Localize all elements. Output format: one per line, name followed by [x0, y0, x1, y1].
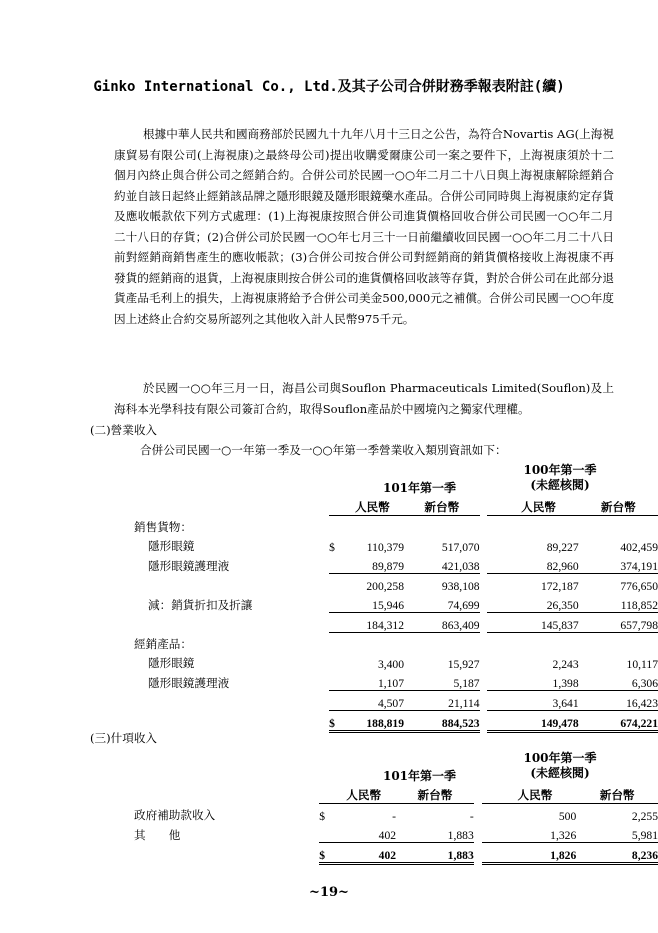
amount-cell: 402: [331, 823, 396, 843]
column-header: 新台幣: [396, 784, 474, 804]
table-row: [134, 804, 658, 824]
amount-cell: 188,819: [341, 711, 404, 732]
currency-symbol: [487, 633, 498, 653]
column-gap: [480, 516, 488, 536]
column-header: 人民幣: [498, 496, 578, 516]
amount-cell: [341, 633, 404, 653]
currency-symbol: [329, 574, 341, 594]
column-gap: [474, 843, 482, 864]
table-row: [134, 574, 658, 594]
currency-symbol: [487, 652, 498, 671]
currency-symbol: [329, 613, 341, 633]
table-row: [134, 671, 658, 691]
other-income-table: [134, 784, 658, 865]
amount-cell: 938,108: [441, 580, 480, 593]
paragraph-2-text: 於民國一○○年三月一日，海昌公司與Souflon Pharmaceuticals Limited(Souflon)及上海科本光學科技有限公司簽訂合約，取得Souflon產品於中國境內之獨家代理權。: [114, 381, 614, 416]
column-header: 人民幣: [331, 784, 396, 804]
amount-cell: 2,255: [631, 810, 658, 823]
table-row: [134, 535, 658, 554]
table-row: [134, 691, 658, 711]
currency-symbol: [329, 691, 341, 711]
amount-cell: 674,221: [579, 711, 658, 732]
other-income-period-101: [344, 769, 495, 784]
currency-symbol: [487, 535, 498, 554]
amount-cell: 16,423: [579, 691, 658, 711]
table-row: [134, 613, 658, 633]
row-label: 隱形眼鏡: [148, 539, 195, 553]
amount-cell: 200,258: [366, 580, 405, 593]
currency-symbol: [487, 671, 498, 691]
header-currency-spacer: [482, 784, 494, 804]
amount-cell: [579, 516, 658, 536]
amount-cell: 149,478: [498, 711, 578, 732]
amount-cell: 776,650: [620, 580, 658, 593]
amount-cell: 1,883: [396, 823, 474, 843]
column-header: 新台幣: [404, 496, 480, 516]
column-gap: [480, 554, 488, 574]
amount-cell: 15,946: [341, 593, 404, 613]
column-gap: [480, 652, 488, 671]
row-label: 其 他: [134, 827, 181, 842]
amount-cell: 884,523: [404, 711, 480, 732]
currency-symbol: $: [329, 711, 341, 732]
amount-cell: 421,038: [404, 554, 480, 574]
amount-cell: 500: [558, 810, 577, 823]
amount-cell: 4,507: [341, 691, 404, 711]
row-label: 經銷產品：: [134, 637, 192, 651]
amount-cell: 118,852: [579, 593, 658, 613]
amount-cell: 1,326: [494, 823, 577, 843]
currency-symbol: $: [329, 541, 335, 554]
other-income-period-100-label: 100年第一季: [523, 751, 597, 765]
amount-cell: 172,187: [540, 580, 579, 593]
currency-symbol: [319, 823, 331, 843]
currency-symbol: [329, 554, 341, 574]
page-number: ~19~: [309, 885, 349, 900]
section-heading-other-income: (三)什項收入: [90, 731, 158, 745]
currency-symbol: [487, 691, 498, 711]
other-income-period-101-label: 101年第一季: [382, 769, 457, 783]
amount-cell: 110,379: [366, 541, 405, 554]
column-gap: [474, 823, 482, 843]
currency-symbol: [329, 652, 341, 671]
column-gap: [480, 691, 488, 711]
amount-cell: 145,837: [498, 613, 578, 633]
currency-symbol: [487, 711, 498, 732]
amount-cell: 74,699: [404, 593, 480, 613]
currency-symbol: [487, 613, 498, 633]
paragraph-1-text: 根據中華人民共和國商務部於民國九十九年八月十三日之公告，為符合Novartis AG(上海視康貿易有限公司(上海視康)之最終母公司)提出收購愛爾康公司一案之要件下，上海視康須於十二個月內終止與合併公司之經銷合約。合併公司於民國一○○年二月二十八日與上海視康解除經銷合約並自該日起終止經銷該品牌之隱形眼鏡及隱形眼鏡藥水產品。合併公司同時與上海視康約定存貨及應收帳款依下列方式處理：(1)上海視康按照合併公司進貨價格回收合併公司民國一○○年二月二十八日的存貨；(2)合併公司於民國一○○年七月三十一日前繼續收回民國一○○年二月二十八日前對經銷商銷售產生的應收帳款；(3)合併公司按合併公司對經銷商的銷貨價格接收上海視康不再發貨的經銷商的退貨，上海視康則按合併公司的進貨價格回收該等存貨，對於合併公司在此部分退貨產品毛利上的損失，上海視康將給予合併公司美金500,000元之補償。合併公司民國一○○年度因上述終止合約交易所認列之其他收入計人民幣975千元。: [114, 127, 614, 326]
column-header: 人民幣: [494, 784, 577, 804]
column-gap: [480, 535, 488, 554]
revenue-period-100: [499, 463, 621, 493]
currency-symbol: [482, 843, 494, 864]
row-label: [134, 843, 319, 864]
currency-symbol: $: [319, 810, 326, 823]
amount-cell: 3,400: [377, 658, 405, 671]
amount-cell: 1,826: [494, 843, 577, 864]
amount-cell: 89,879: [341, 554, 404, 574]
amount-cell: 82,960: [498, 554, 578, 574]
row-label: [134, 691, 329, 711]
table-row: [134, 843, 658, 864]
column-gap: [480, 574, 488, 594]
table-row: [134, 711, 658, 732]
amount-cell: -: [469, 810, 474, 823]
amount-cell: 374,191: [579, 554, 658, 574]
header-currency-spacer: [329, 496, 341, 516]
header-currency-spacer: [319, 784, 331, 804]
table-row: [134, 593, 658, 613]
amount-cell: [498, 633, 578, 653]
revenue-intro: 合併公司民國一○一年第一季及一○○年第一季營業收入類別資訊如下：: [140, 443, 507, 457]
header-gap: [480, 496, 488, 516]
amount-cell: 657,798: [579, 613, 658, 633]
amount-cell: [404, 516, 480, 536]
column-header: 新台幣: [576, 784, 658, 804]
currency-symbol: [329, 633, 341, 653]
currency-symbol: [487, 574, 498, 594]
column-gap: [474, 804, 482, 824]
currency-symbol: [482, 823, 494, 843]
amount-cell: [404, 633, 480, 653]
amount-cell: 2,243: [552, 658, 579, 671]
column-gap: [480, 593, 488, 613]
amount-cell: 1,883: [396, 843, 474, 864]
currency-symbol: [487, 593, 498, 613]
amount-cell: 1,398: [498, 671, 578, 691]
amount-cell: 10,117: [626, 658, 658, 671]
revenue-period-101-label: 101年第一季: [382, 481, 457, 495]
row-label: 隱形眼鏡護理液: [148, 558, 230, 573]
paragraph-contract-termination: [114, 124, 614, 329]
amount-cell: 402,459: [620, 541, 658, 554]
revenue-table: [134, 496, 658, 733]
column-gap: [480, 711, 488, 732]
row-label: [134, 574, 329, 594]
row-label: [134, 613, 329, 633]
other-income-period-100-note: (未經核閱): [530, 766, 590, 780]
table-row: [134, 823, 658, 843]
column-gap: [480, 613, 488, 633]
revenue-period-101: [344, 481, 495, 496]
amount-cell: 26,350: [498, 593, 578, 613]
currency-symbol: $: [319, 843, 331, 864]
row-label: 隱形眼鏡護理液: [148, 675, 230, 690]
currency-symbol: [487, 554, 498, 574]
amount-cell: 402: [331, 843, 396, 864]
amount-cell: 6,306: [579, 671, 658, 691]
column-gap: [480, 633, 488, 653]
other-income-period-100: [499, 751, 621, 781]
column-header: 新台幣: [579, 496, 658, 516]
column-header-row: [134, 496, 658, 516]
amount-cell: 863,409: [404, 613, 480, 633]
currency-symbol: [329, 516, 341, 536]
table-row: [134, 516, 658, 536]
amount-cell: 3,641: [498, 691, 578, 711]
amount-cell: 184,312: [341, 613, 404, 633]
header-blank: [134, 496, 329, 516]
amount-cell: [498, 516, 578, 536]
table-row: [134, 633, 658, 653]
amount-cell: -: [392, 810, 397, 823]
column-header: 人民幣: [341, 496, 404, 516]
amount-cell: 1,107: [341, 671, 404, 691]
column-gap: [480, 671, 488, 691]
amount-cell: 89,227: [546, 541, 579, 554]
paragraph-souflon: [114, 378, 614, 419]
amount-cell: 517,070: [441, 541, 480, 554]
currency-symbol: [329, 593, 341, 613]
currency-symbol: [329, 671, 341, 691]
table-row: [134, 554, 658, 574]
section-heading-revenue: (二)營業收入: [90, 423, 158, 437]
row-label: 銷售貨物：: [134, 520, 192, 534]
header-blank: [134, 784, 319, 804]
revenue-period-100-label: 100年第一季: [523, 463, 597, 477]
row-label: 減：銷貨折扣及折讓: [148, 597, 253, 612]
amount-cell: 21,114: [404, 691, 480, 711]
table-row: [134, 652, 658, 671]
header-currency-spacer: [487, 496, 498, 516]
revenue-period-100-note: (未經核閱): [530, 478, 590, 492]
amount-cell: [579, 633, 658, 653]
currency-symbol: [482, 804, 494, 824]
row-label: [134, 711, 329, 732]
amount-cell: 8,236: [576, 843, 658, 864]
amount-cell: 5,187: [404, 671, 480, 691]
row-label: 隱形眼鏡: [148, 656, 195, 670]
header-gap: [474, 784, 482, 804]
amount-cell: 5,981: [576, 823, 658, 843]
page-title: Ginko International Co., Ltd.及其子公司合併財務季報表附註(續): [93, 79, 565, 95]
amount-cell: 15,927: [447, 658, 480, 671]
currency-symbol: [487, 516, 498, 536]
amount-cell: [341, 516, 404, 536]
column-header-row: [134, 784, 658, 804]
row-label: 政府補助款收入: [134, 808, 216, 822]
